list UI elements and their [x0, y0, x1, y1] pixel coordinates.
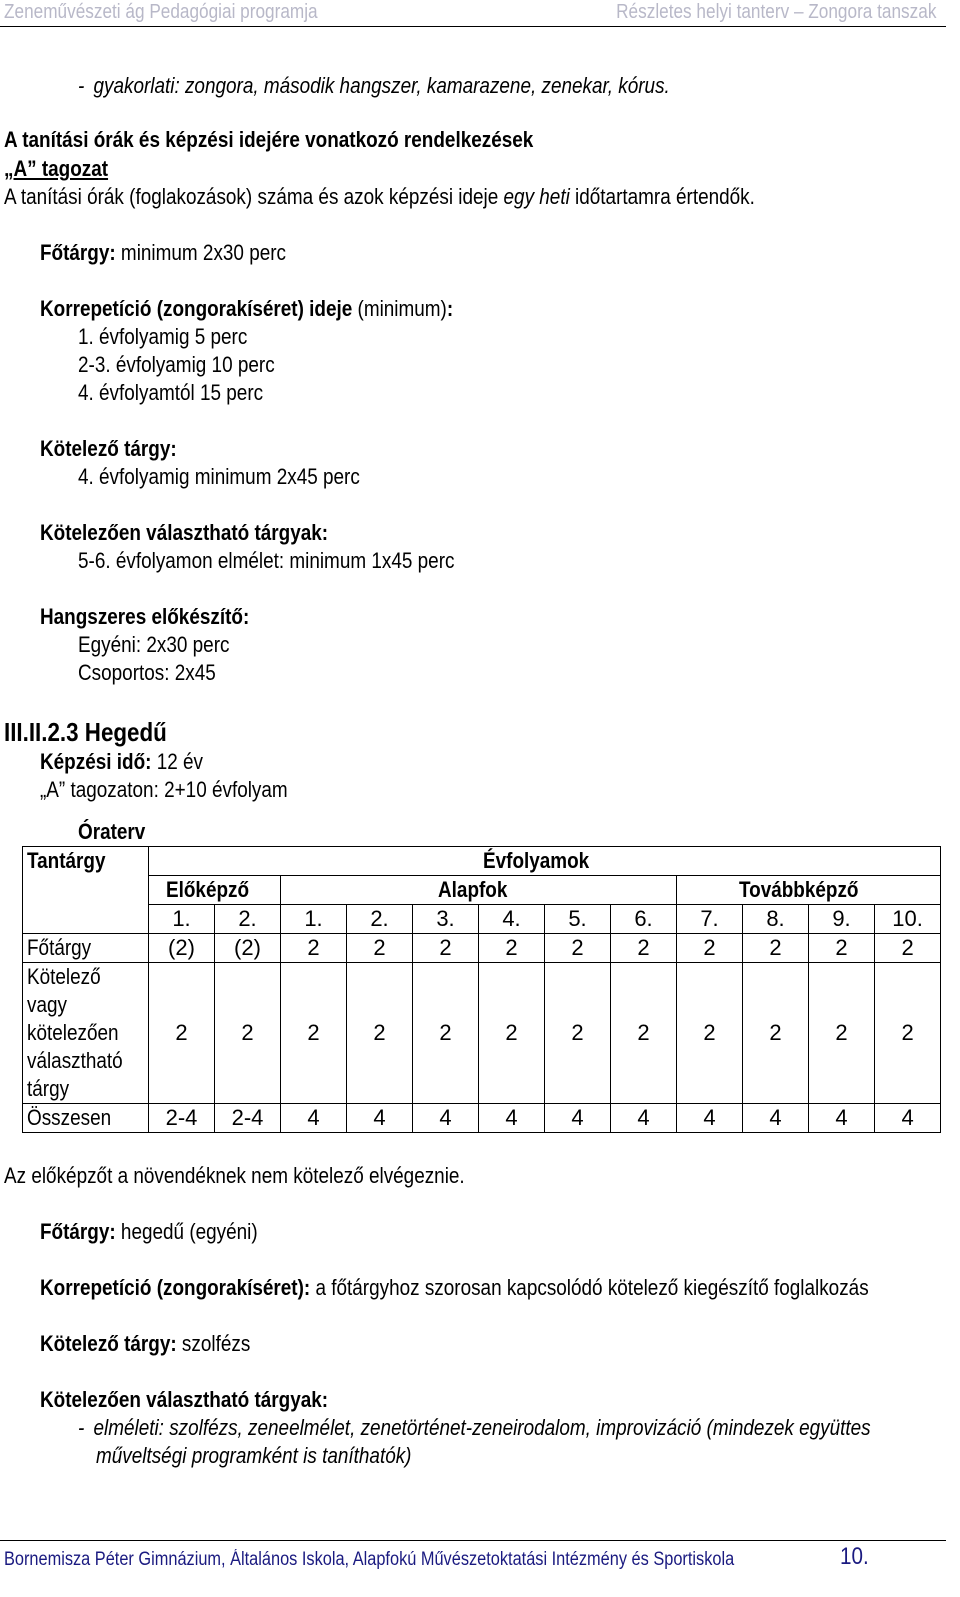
table-row [23, 963, 941, 1104]
group-elokepzo: Előképző [149, 876, 281, 905]
provisions-title: A tanítási órák és képzési idejére vonatkozó rendelkezések [4, 127, 534, 152]
table-cell: 4 [281, 1104, 347, 1133]
table-cell: 2-4 [149, 1104, 215, 1133]
table-cell: 2 [677, 934, 743, 963]
table-cell: 2 [677, 963, 743, 1104]
table-cell: 2 [479, 934, 545, 963]
table-cell: 2 [347, 934, 413, 963]
table-cell: 2 [875, 934, 941, 963]
kepzesi-ido: Képzési idő: 12 év [40, 749, 203, 774]
table-row [23, 1104, 941, 1133]
grade-cell: 10. [875, 905, 941, 934]
page-header [0, 0, 946, 27]
hegedu-valaszthato-heading: Kötelezően választható tárgyak: [40, 1387, 329, 1412]
intro-bullet: - gyakorlati: zongora, második hangszer, kamarazene, zenekar, kórus. [78, 73, 670, 98]
valaszthato-heading: Kötelezően választható tárgyak: [40, 520, 329, 545]
table-row [23, 934, 941, 963]
grade-cell: 6. [611, 905, 677, 934]
table-cell: 4 [875, 1104, 941, 1133]
table-cell: 2 [215, 963, 281, 1104]
kotelezo-value: 4. évfolyamig minimum 2x45 perc [78, 464, 360, 489]
grade-cell: 1. [149, 905, 215, 934]
row-subject: Kötelező vagy kötelezően választható tárgy [23, 963, 149, 1104]
group-tovabbkepzo: Továbbképző [677, 876, 941, 905]
table-header-row [23, 847, 941, 876]
table-cell: 4 [545, 1104, 611, 1133]
table-cell: 2 [809, 934, 875, 963]
hegedu-korrep: Korrepetíció (zongorakíséret): a főtárgyhoz szorosan kapcsolódó kötelező kiegészítő foglalkozás [40, 1275, 869, 1300]
table-cell: 2 [281, 963, 347, 1104]
korrep-item: 4. évfolyamtól 15 perc [78, 380, 264, 405]
table-cell: 2 [743, 963, 809, 1104]
hegedu-kotelezo: Kötelező tárgy: szolfézs [40, 1331, 251, 1356]
table-cell: 2 [545, 963, 611, 1104]
subject-header: Tantárgy [23, 847, 149, 934]
table-cell: 2 [875, 963, 941, 1104]
hegedu-fotargy: Főtárgy: hegedű (egyéni) [40, 1219, 258, 1244]
table-cell: 2 [347, 963, 413, 1104]
page-footer [0, 1540, 946, 1571]
korrep-heading: Korrepetíció (zongorakíséret) ideje (minimum): [40, 296, 454, 321]
grade-cell: 2. [215, 905, 281, 934]
table-cell: 2 [743, 934, 809, 963]
tagozat-label: „A” tagozat [4, 156, 109, 181]
table-cell: 2-4 [215, 1104, 281, 1133]
grade-cell: 1. [281, 905, 347, 934]
table-cell: 2 [809, 963, 875, 1104]
row-subject: Összesen [23, 1104, 149, 1133]
korrep-item: 1. évfolyamig 5 perc [78, 324, 248, 349]
table-cell: (2) [215, 934, 281, 963]
grade-cell: 7. [677, 905, 743, 934]
table-cell: 2 [281, 934, 347, 963]
table-cell: 4 [743, 1104, 809, 1133]
table-cell: (2) [149, 934, 215, 963]
row-subject: Főtárgy [23, 934, 149, 963]
korrep-item: 2-3. évfolyamig 10 perc [78, 352, 275, 377]
table-cell: 4 [677, 1104, 743, 1133]
group-alapfok: Alapfok [281, 876, 677, 905]
table-cell: 4 [347, 1104, 413, 1133]
elokeszito-item: Csoportos: 2x45 [78, 660, 216, 685]
table-cell: 4 [413, 1104, 479, 1133]
grade-cell: 9. [809, 905, 875, 934]
elokeszito-heading: Hangszeres előkészítő: [40, 604, 250, 629]
oraterv-caption: Óraterv [78, 819, 146, 844]
grade-cell: 5. [545, 905, 611, 934]
table-cell: 2 [149, 963, 215, 1104]
table-cell: 4 [611, 1104, 677, 1133]
grade-cell: 3. [413, 905, 479, 934]
table-group-row [23, 876, 941, 905]
weekly-note: A tanítási órák (foglakozások) száma és azok képzési ideje egy heti időtartamra értendők. [4, 184, 755, 209]
grade-cell: 4. [479, 905, 545, 934]
fotargy-line: Főtárgy: minimum 2x30 perc [40, 240, 287, 265]
hegedu-bullet: - elméleti: szolfézs, zeneelmélet, zenetörténet-zeneirodalom, improvizáció (mindezek együttes [78, 1415, 871, 1440]
table-cell: 4 [809, 1104, 875, 1133]
table-grade-row [23, 905, 941, 934]
tagozaton-line: „A” tagozaton: 2+10 évfolyam [40, 777, 288, 802]
section-title: III.II.2.3 Hegedű [4, 717, 167, 747]
table-cell: 2 [479, 963, 545, 1104]
table-cell: 4 [479, 1104, 545, 1133]
grade-cell: 2. [347, 905, 413, 934]
table-cell: 2 [413, 963, 479, 1104]
footer-institution: Bornemisza Péter Gimnázium, Általános Iskola, Alapfokú Művészetoktatási Intézmény és Sportiskola [4, 1549, 735, 1570]
kotelezo-heading: Kötelező tárgy: [40, 436, 177, 461]
oraterv-table [22, 846, 941, 1133]
table-cell: 2 [413, 934, 479, 963]
page-number: 10. [840, 1543, 869, 1570]
valaszthato-value: 5-6. évfolyamon elmélet: minimum 1x45 perc [78, 548, 455, 573]
years-header: Évfolyamok [149, 847, 941, 876]
grade-cell: 8. [743, 905, 809, 934]
table-cell: 2 [611, 934, 677, 963]
header-left-title: Zeneművészeti ág Pedagógiai programja [4, 1, 318, 23]
table-cell: 2 [611, 963, 677, 1104]
header-right-title: Részletes helyi tanterv – Zongora tanszak [615, 1, 936, 23]
elokepzo-note: Az előképzőt a növendéknek nem kötelező elvégeznie. [4, 1163, 465, 1188]
hegedu-bullet-continuation: műveltségi programként is taníthatók) [96, 1443, 412, 1468]
table-cell: 2 [545, 934, 611, 963]
elokeszito-item: Egyéni: 2x30 perc [78, 632, 230, 657]
